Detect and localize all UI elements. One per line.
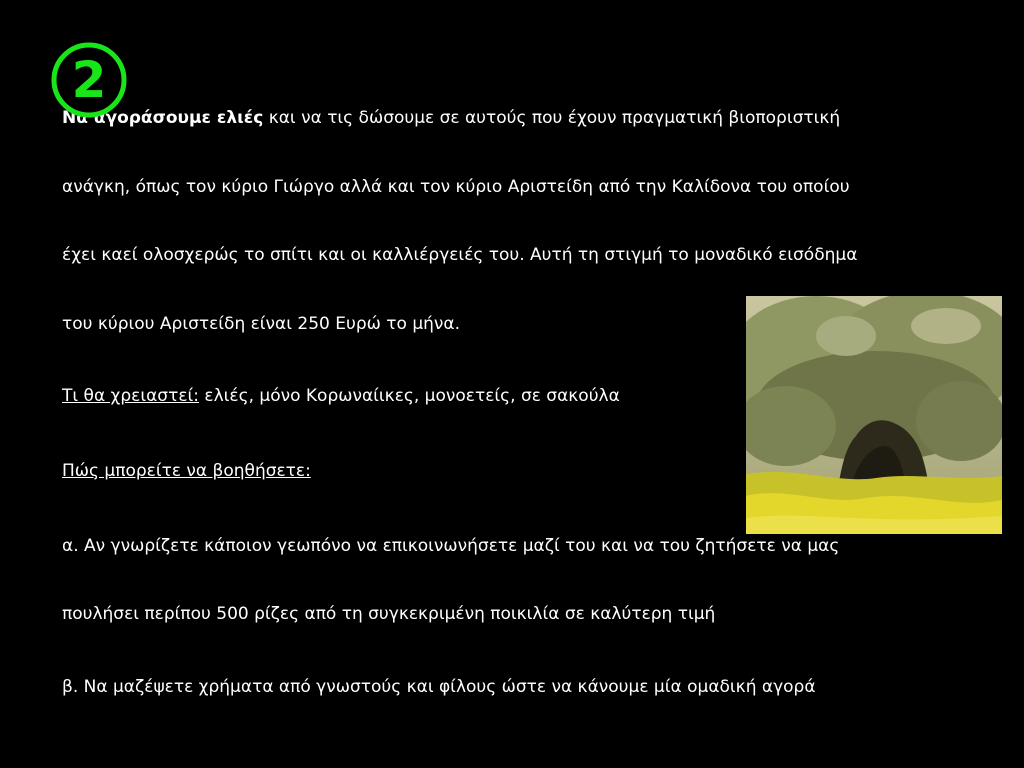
olive-tree-photo: [746, 296, 1002, 534]
help-heading: Πώς μπορείτε να βοηθήσετε:: [62, 461, 311, 481]
needs-line: [62, 386, 620, 406]
help-b-line: β. Να μαζέψετε χρήματα από γνωστούς και φίλους ώστε να κάνουμε μία ομαδική αγορά: [62, 677, 816, 697]
needs-label: Τι θα χρειαστεί:: [62, 386, 199, 406]
paragraph-line-2: ανάγκη, όπως τον κύριο Γιώργο αλλά και τον κύριο Αριστείδη από την Καλίδονα του οποίου: [62, 177, 850, 197]
paragraph-line-1-rest: και να τις δώσουμε σε αυτούς που έχουν πραγματική βιοποριστική: [263, 108, 841, 128]
help-a-line-1: α. Αν γνωρίζετε κάποιον γεωπόνο να επικοινωνήσετε μαζί του και να του ζητήσετε να μας: [62, 536, 840, 556]
help-a-line-2: πουλήσει περίπου 500 ρίζες από τη συγκεκριμένη ποικιλία σε καλύτερη τιμή: [62, 604, 716, 624]
number-two-circle-icon: [50, 41, 128, 119]
paragraph-line-3: έχει καεί ολοσχερώς το σπίτι και οι καλλιέργειές του. Αυτή τη στιγμή το μοναδικό εισόδημα: [62, 245, 858, 265]
needs-text: ελιές, μόνο Κορωναίικες, μονοετείς, σε σακούλα: [199, 386, 620, 406]
paragraph-bold-lead: Να αγοράσουμε ελιές: [62, 108, 264, 128]
paragraph-line-1: [62, 108, 840, 128]
paragraph-line-4: του κύριου Αριστείδη είναι 250 Ευρώ το μήνα.: [62, 314, 461, 334]
badge-number: 2: [71, 51, 107, 109]
